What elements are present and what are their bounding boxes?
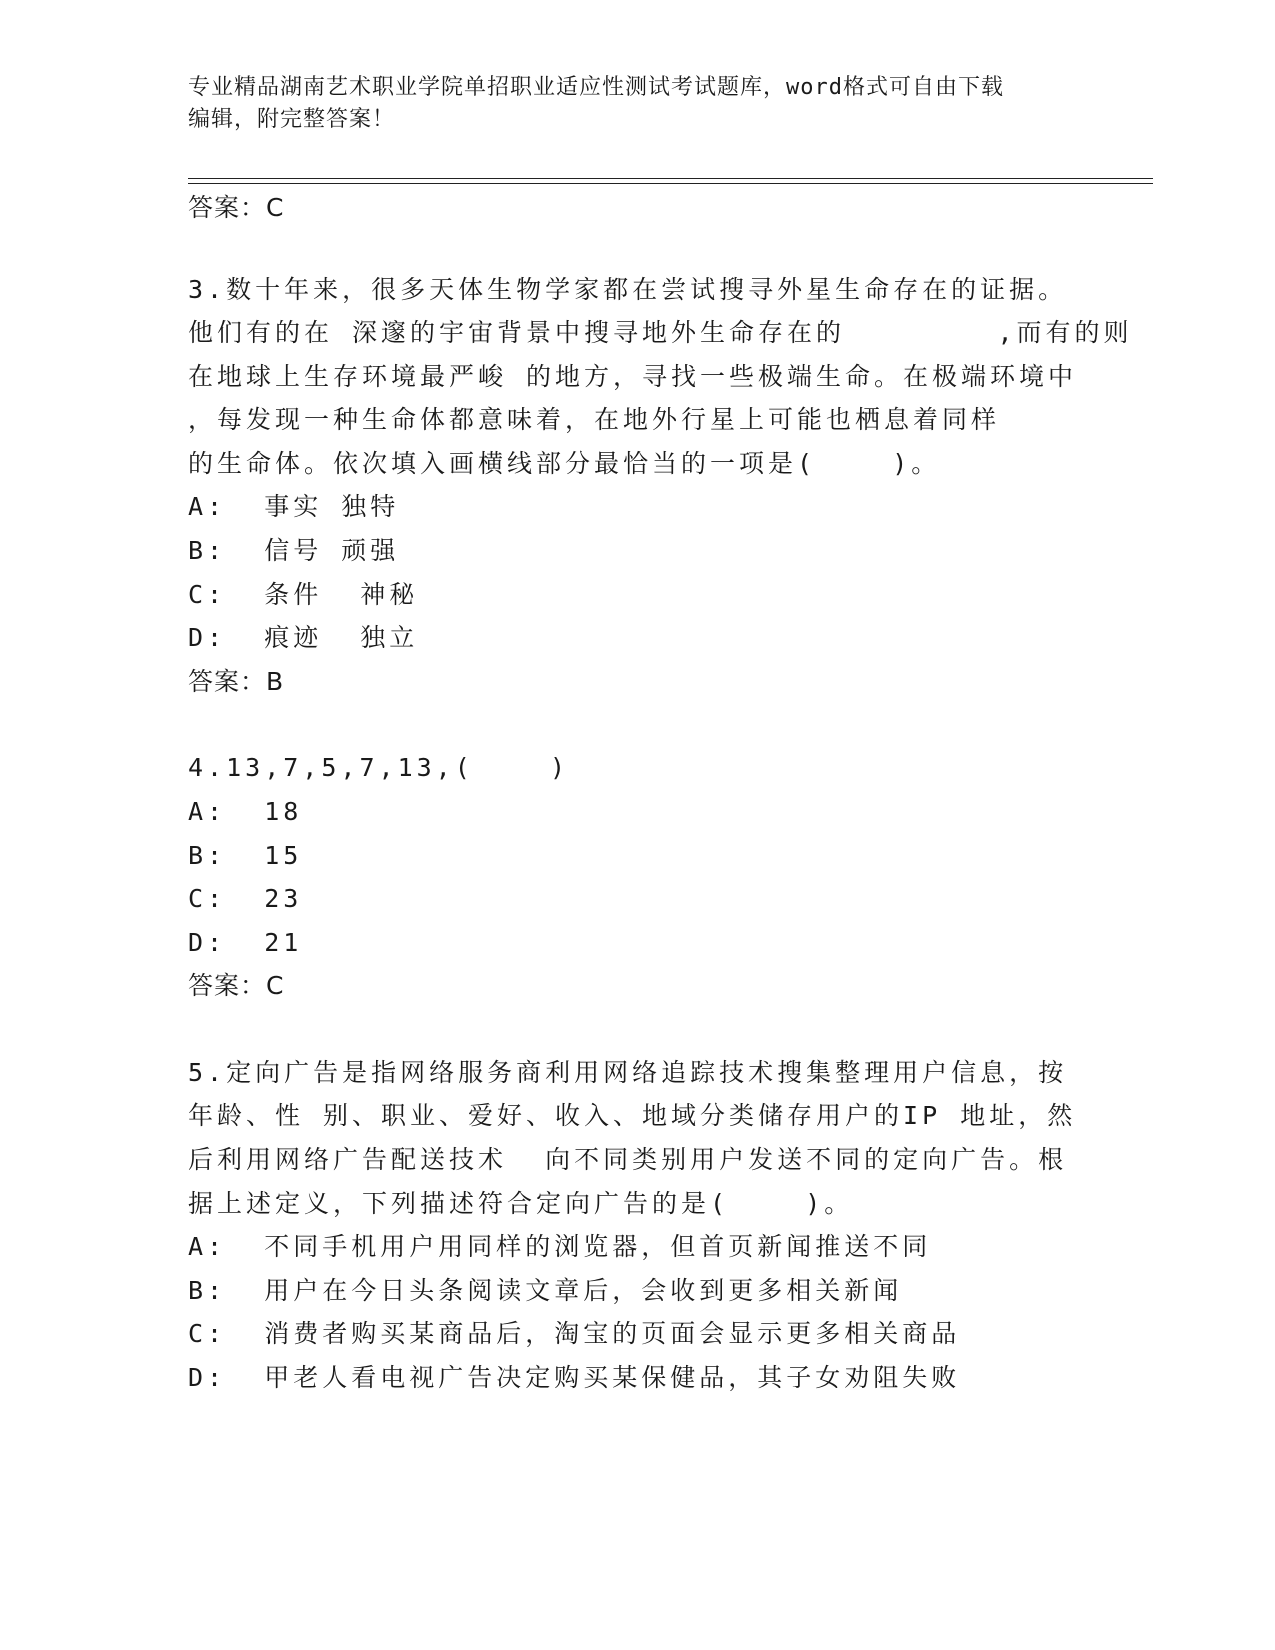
q3-stem-line-2: 他们有的在 深邃的宇宙背景中搜寻地外生命存在的 ,而有的则 — [188, 318, 1133, 347]
q4-stem: 4.13,7,5,7,13,( ) — [188, 753, 570, 782]
q4-option-d: D: 21 — [188, 928, 303, 957]
q5-option-c: C: 消费者购买某商品后，淘宝的页面会显示更多相关商品 — [188, 1319, 961, 1348]
q5-stem-line-4: 据上述定义，下列描述符合定向广告的是( )。 — [188, 1189, 854, 1218]
q3-option-b: B: 信号 顽强 — [188, 536, 400, 565]
q4-answer: 答案：C — [188, 971, 285, 1000]
q5-stem-line-1: 5.定向广告是指网络服务商利用网络追踪技术搜集整理用户信息，按 — [188, 1058, 1068, 1087]
q3-stem-line-1: 3.数十年来，很多天体生物学家都在尝试搜寻外星生命存在的证据。 — [188, 275, 1068, 304]
header-rule-secondary — [188, 183, 1153, 184]
q3-stem-line-3: 在地球上生存环境最严峻 的地方，寻找一些极端生命。在极端环境中 — [188, 362, 1078, 391]
q3-option-d: D: 痕迹 独立 — [188, 623, 419, 652]
document-header — [188, 72, 1068, 136]
q2-answer: 答案：C — [188, 193, 285, 222]
q4-option-c: C: 23 — [188, 884, 303, 913]
q5-option-d: D: 甲老人看电视广告决定购买某保健品，其子女劝阻失败 — [188, 1363, 961, 1392]
q3-option-a: A: 事实 独特 — [188, 492, 400, 521]
q5-stem-line-3: 后利用网络广告配送技术 向不同类别用户发送不同的定向广告。根 — [188, 1145, 1068, 1174]
header-rule — [188, 178, 1153, 179]
q3-stem-line-5: 的生命体。依次填入画横线部分最恰当的一项是( )。 — [188, 449, 941, 478]
q4-option-a: A: 18 — [188, 797, 303, 826]
q5-stem-line-2: 年龄、性 别、职业、爱好、收入、地域分类储存用户的IP 地址，然 — [188, 1101, 1077, 1130]
q5-option-a: A: 不同手机用户用同样的浏览器，但首页新闻推送不同 — [188, 1232, 932, 1261]
q3-answer: 答案：B — [188, 667, 285, 696]
q3-stem-line-4: ，每发现一种生命体都意味着，在地外行星上可能也栖息着同样 — [188, 405, 1001, 434]
header-line-1: 专业精品湖南艺术职业学院单招职业适应性测试考试题库，word格式可自由下载 — [188, 75, 1004, 100]
q4-option-b: B: 15 — [188, 841, 303, 870]
q5-option-b: B: 用户在今日头条阅读文章后，会收到更多相关新闻 — [188, 1276, 903, 1305]
header-line-2: 编辑，附完整答案！ — [188, 107, 396, 132]
q3-option-c: C: 条件 神秘 — [188, 580, 419, 609]
